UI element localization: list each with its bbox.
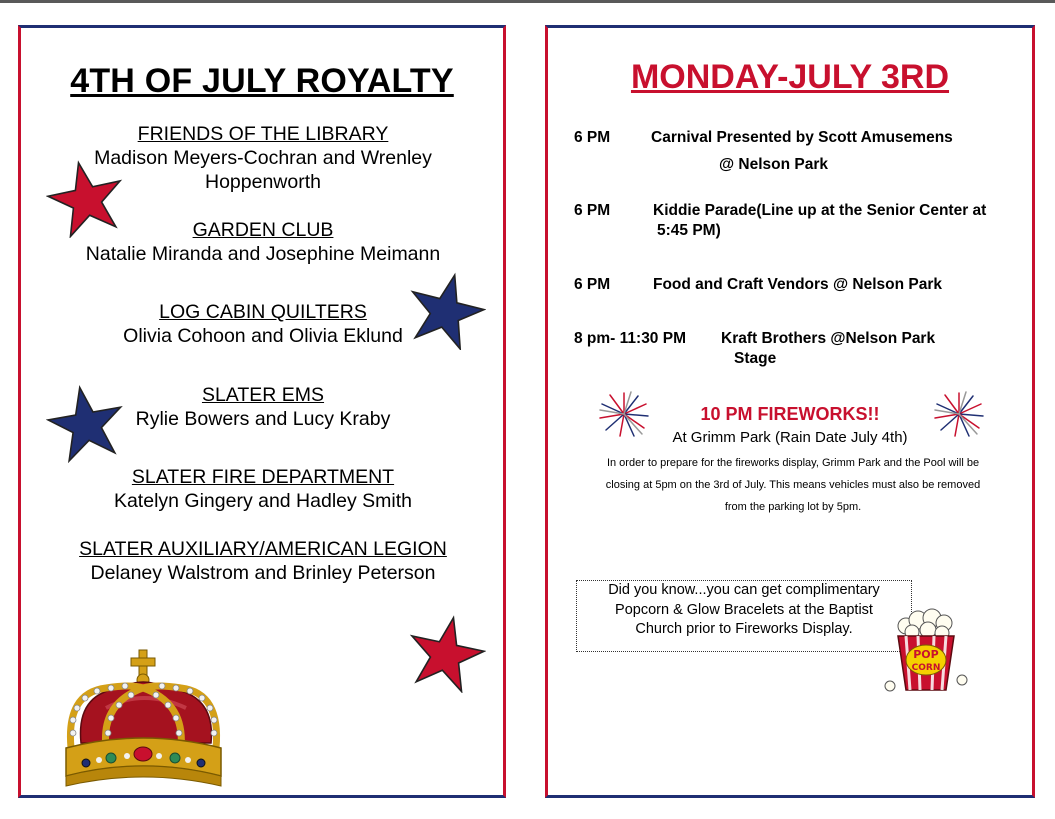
royalty-names: Natalie Miranda and Josephine Meimann xyxy=(85,243,441,265)
event-time: 6 PM xyxy=(574,202,611,219)
schedule-title: MONDAY-JULY 3RD xyxy=(630,58,950,96)
event-description: Carnival Presented by Scott Amusemens xyxy=(651,129,953,146)
fireworks-title: 10 PM FIREWORKS!! xyxy=(700,404,880,424)
royalty-org: LOG CABIN QUILTERS xyxy=(159,301,367,323)
event-description: @ Nelson Park xyxy=(719,156,829,173)
fireworks-note-line: from the parking lot by 5pm. xyxy=(724,501,862,513)
schedule-panel xyxy=(545,25,1035,798)
royalty-org: SLATER AUXILIARY/AMERICAN LEGION xyxy=(79,538,447,560)
fireworks-note-line: In order to prepare for the fireworks display, Grimm Park and the Pool will be xyxy=(606,457,980,469)
event-time: 8 pm- 11:30 PM xyxy=(574,330,686,347)
did-you-know-line: Church prior to Fireworks Display. xyxy=(635,621,853,637)
event-description: Food and Craft Vendors @ Nelson Park xyxy=(653,276,942,293)
event-time: 6 PM xyxy=(574,276,611,293)
royalty-names: Delaney Walstrom and Brinley Peterson xyxy=(90,562,436,584)
did-you-know-line: Did you know...you can get complimentary xyxy=(608,582,880,598)
royalty-names: Rylie Bowers and Lucy Kraby xyxy=(135,408,391,430)
event-description: Kraft Brothers @Nelson Park xyxy=(721,330,936,347)
royalty-org: SLATER FIRE DEPARTMENT xyxy=(131,466,395,488)
royalty-group xyxy=(61,300,465,348)
star-icon xyxy=(46,383,126,463)
royalty-org: FRIENDS OF THE LIBRARY xyxy=(137,123,389,145)
event-description: Stage xyxy=(734,350,777,367)
royalty-names: Katelyn Gingery and Hadley Smith xyxy=(113,490,413,512)
royalty-title: 4TH OF JULY ROYALTY xyxy=(70,62,454,100)
royalty-group xyxy=(41,537,485,585)
popcorn-icon xyxy=(884,608,969,693)
star-icon xyxy=(406,270,486,350)
event-description: 5:45 PM) xyxy=(657,222,721,239)
did-you-know-line: Popcorn & Glow Bracelets at the Baptist xyxy=(615,601,873,618)
royalty-names: Madison Meyers-Cochran and Wrenley Hoppenworth xyxy=(94,147,432,193)
event-time: 6 PM xyxy=(574,129,611,146)
popcorn-pop-text: POP xyxy=(913,648,939,661)
fireworks-location: At Grimm Park (Rain Date July 4th) xyxy=(672,429,908,446)
star-icon xyxy=(406,613,486,693)
fireworks-note-line: closing at 5pm on the 3rd of July. This means vehicles must also be removed xyxy=(605,479,981,491)
did-you-know-box xyxy=(576,580,912,652)
event-description: Kiddie Parade(Line up at the Senior Center at xyxy=(653,202,987,219)
crown-icon xyxy=(51,648,236,798)
popcorn-corn-text: CORN xyxy=(911,663,941,673)
royalty-org: SLATER EMS xyxy=(201,384,325,406)
royalty-panel xyxy=(18,25,506,798)
royalty-group xyxy=(61,465,465,513)
star-icon xyxy=(46,158,126,238)
top-divider xyxy=(0,0,1055,3)
royalty-names: Olivia Cohoon and Olivia Eklund xyxy=(123,325,403,347)
royalty-org: GARDEN CLUB xyxy=(192,219,334,241)
